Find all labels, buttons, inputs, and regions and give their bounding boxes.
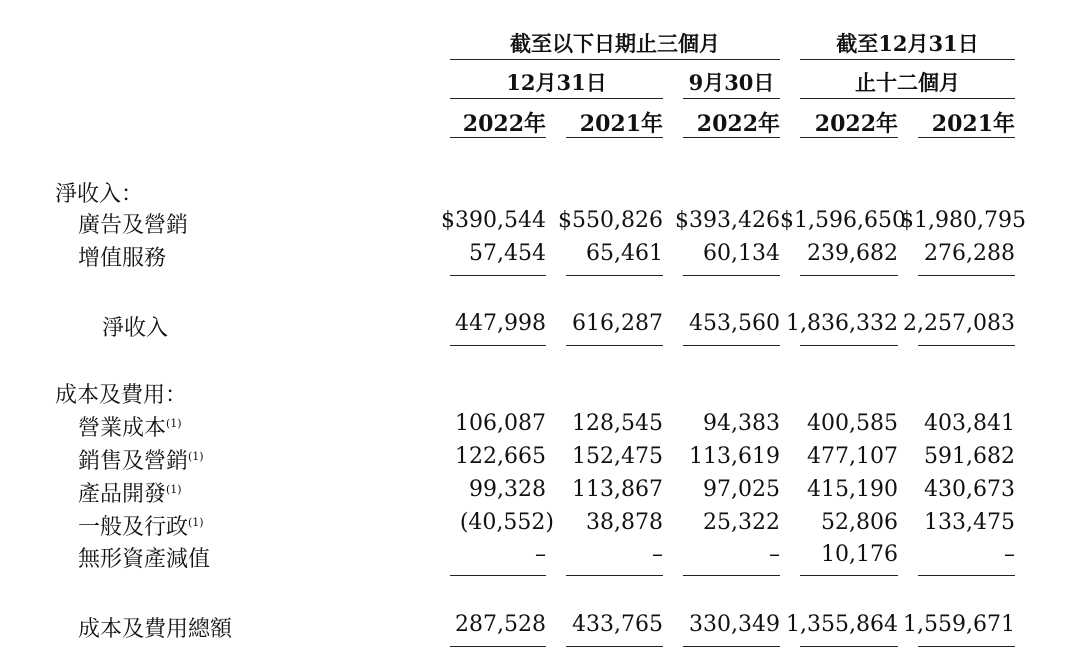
footnote-ref: (1) (188, 516, 204, 529)
cell: 60,134 (703, 241, 780, 266)
section-title-revenue: 淨收入： (55, 182, 144, 207)
footnote-ref: (1) (166, 417, 182, 430)
header-rule (683, 137, 780, 138)
subtotal-rule (566, 575, 663, 576)
footnote-ref: (1) (188, 450, 204, 463)
cell: $390,544 (441, 208, 546, 233)
header-rule (800, 137, 898, 138)
cell: 99,328 (469, 477, 546, 502)
cell: 52,806 (821, 510, 898, 535)
row-label: 無形資產減值 (78, 547, 211, 572)
subtotal-rule (450, 575, 546, 576)
cell: 25,322 (703, 510, 780, 535)
cell: 65,461 (586, 241, 663, 266)
cell: 403,841 (924, 411, 1015, 436)
row-label-total: 淨收入 (102, 316, 169, 341)
row-label: 增值服務 (78, 246, 167, 271)
cell: 2,257,083 (903, 311, 1015, 336)
cell: 477,107 (807, 444, 898, 469)
cell: $393,426 (675, 208, 780, 233)
cell: 94,383 (703, 411, 780, 436)
cell: 591,682 (924, 444, 1015, 469)
subtotal-rule (450, 275, 546, 276)
subtotal-rule (918, 275, 1015, 276)
row-label: 廣告及營銷 (78, 213, 189, 238)
total-rule (450, 345, 546, 346)
total-rule (918, 345, 1015, 346)
cell: 128,545 (572, 411, 663, 436)
cell: 330,349 (689, 612, 780, 637)
cell: 38,878 (586, 510, 663, 535)
total-rule (918, 646, 1015, 647)
cell: – (652, 542, 663, 567)
header-rule (450, 98, 663, 99)
total-rule (800, 345, 898, 346)
header-rule (450, 137, 546, 138)
subtotal-rule (800, 275, 898, 276)
cell: 122,665 (455, 444, 546, 469)
subtotal-rule (918, 575, 1015, 576)
cell: 430,673 (924, 477, 1015, 502)
row-label: 產品開發$^{(1)}$ (78, 482, 182, 507)
cell: (40,552) (459, 510, 554, 535)
cell: 287,528 (455, 612, 546, 637)
cell: $1,980,795 (900, 208, 1026, 233)
header-year: 2022年 (462, 111, 546, 137)
cell: 133,475 (924, 510, 1015, 535)
subtotal-rule (566, 275, 663, 276)
cell: 433,765 (572, 612, 663, 637)
cell: 239,682 (807, 241, 898, 266)
total-rule (800, 646, 898, 647)
total-rule (566, 646, 663, 647)
header-year: 2021年 (931, 111, 1015, 137)
cell: – (769, 542, 780, 567)
header-year: 2021年 (579, 111, 663, 137)
row-label: 銷售及營銷$^{(1)}$ (78, 449, 204, 474)
header-rule (683, 98, 780, 99)
header-rule (450, 59, 780, 60)
total-rule (683, 646, 780, 647)
cell: 1,836,332 (786, 311, 898, 336)
cell: – (1004, 542, 1015, 567)
header-group1-sub-b: 9月30日 (688, 70, 775, 95)
row-label: 一般及行政$^{(1)}$ (78, 515, 204, 540)
footnote-ref: (1) (166, 483, 182, 496)
total-rule (450, 646, 546, 647)
header-group1-sub-a: 12月31日 (506, 70, 607, 95)
cell: 616,287 (572, 311, 663, 336)
header-rule (566, 137, 663, 138)
cell: 1,355,864 (786, 612, 898, 637)
cell: 106,087 (455, 411, 546, 436)
cell: 113,867 (572, 477, 663, 502)
header-group2-title: 截至12月31日 (836, 31, 979, 56)
cell: 447,998 (455, 311, 546, 336)
cell: $1,596,650 (780, 208, 906, 233)
cell: 415,190 (807, 477, 898, 502)
cell: 276,288 (924, 241, 1015, 266)
header-year: 2022年 (696, 111, 780, 137)
row-label-total: 成本及費用總額 (78, 617, 233, 642)
header-rule (800, 59, 1015, 60)
cell: 97,025 (703, 477, 780, 502)
cell: 152,475 (572, 444, 663, 469)
total-rule (683, 345, 780, 346)
cell: $550,826 (558, 208, 663, 233)
cell: – (535, 542, 546, 567)
header-rule (918, 137, 1015, 138)
subtotal-rule (683, 275, 780, 276)
section-title-costs: 成本及費用： (55, 383, 188, 408)
subtotal-rule (683, 575, 780, 576)
header-year: 2022年 (814, 111, 898, 137)
header-group1-title: 截至以下日期止三個月 (510, 31, 720, 56)
cell: 400,585 (807, 411, 898, 436)
cell: 57,454 (469, 241, 546, 266)
header-rule (800, 98, 1015, 99)
cell: 113,619 (689, 444, 780, 469)
subtotal-rule (800, 575, 898, 576)
row-label: 營業成本$^{(1)}$ (78, 416, 182, 441)
cell: 10,176 (821, 542, 898, 567)
cell: 1,559,671 (903, 612, 1015, 637)
total-rule (566, 345, 663, 346)
header-group2-sub: 止十二個月 (855, 70, 960, 95)
cell: 453,560 (689, 311, 780, 336)
